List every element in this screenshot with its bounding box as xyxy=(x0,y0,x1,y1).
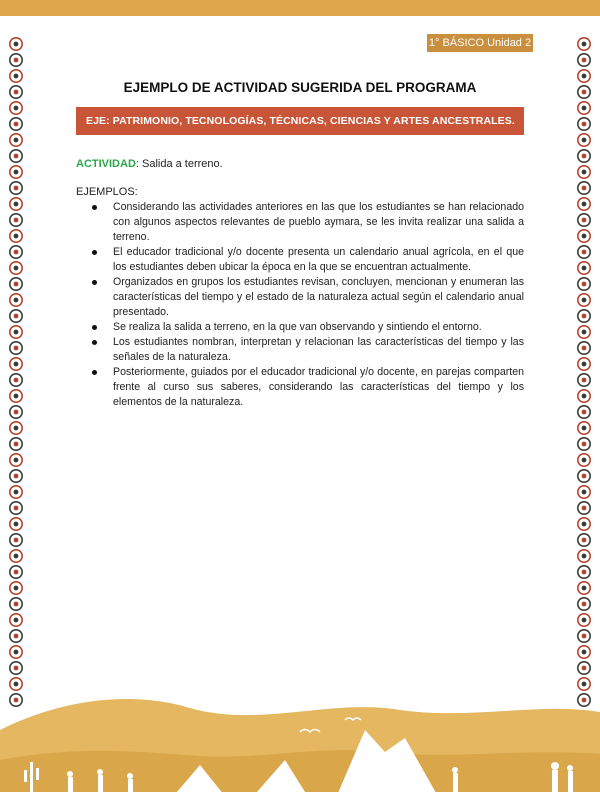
border-pattern-motif xyxy=(578,534,590,546)
border-pattern-motif xyxy=(578,614,590,626)
bullet-icon xyxy=(92,205,97,210)
border-pattern-motif xyxy=(10,38,22,50)
border-pattern-motif xyxy=(10,598,22,610)
border-pattern-motif xyxy=(578,262,590,274)
activity-text: : Salida a terreno. xyxy=(135,158,223,170)
border-pattern-motif xyxy=(10,614,22,626)
list-item xyxy=(76,275,524,320)
border-pattern-motif xyxy=(10,534,22,546)
list-item xyxy=(76,245,524,275)
border-pattern-motif xyxy=(578,566,590,578)
eje-banner: EJE: PATRIMONIO, TECNOLOGÍAS, TÉCNICAS, CIENCIAS Y ARTES ANCESTRALES. xyxy=(76,107,524,135)
border-pattern-motif xyxy=(10,166,22,178)
bullet-icon xyxy=(92,250,97,255)
border-pattern-motif xyxy=(10,326,22,338)
border-pattern-motif xyxy=(578,134,590,146)
border-pattern-motif xyxy=(578,182,590,194)
border-pattern-motif xyxy=(10,502,22,514)
border-pattern-motif xyxy=(578,214,590,226)
border-pattern-motif xyxy=(10,342,22,354)
examples-label: EJEMPLOS: xyxy=(76,186,138,198)
border-pattern-motif xyxy=(578,438,590,450)
list-item xyxy=(76,200,524,245)
border-pattern-motif xyxy=(10,294,22,306)
border-pattern-motif xyxy=(10,134,22,146)
border-pattern-motif xyxy=(10,278,22,290)
bullet-icon xyxy=(92,280,97,285)
border-pattern-motif xyxy=(578,678,590,690)
border-pattern-motif xyxy=(578,246,590,258)
list-item-text: Organizados en grupos los estudiantes revisan, concluyen, mencionan y enumeran las características del tiempo y el estado de la naturaleza actual según el calendario anual presentado. xyxy=(113,276,524,318)
border-pattern-motif xyxy=(578,230,590,242)
border-pattern-motif xyxy=(10,118,22,130)
border-pattern-motif xyxy=(10,54,22,66)
border-pattern-motif xyxy=(578,646,590,658)
border-pattern-motif xyxy=(10,182,22,194)
border-pattern-motif xyxy=(578,662,590,674)
border-pattern-motif xyxy=(578,390,590,402)
bullet-icon xyxy=(92,325,97,330)
bullet-icon xyxy=(92,340,97,345)
top-color-band xyxy=(0,0,600,16)
border-pattern-motif xyxy=(10,646,22,658)
border-pattern-motif xyxy=(10,422,22,434)
border-pattern-motif xyxy=(578,486,590,498)
border-pattern-motif xyxy=(578,518,590,530)
border-pattern-motif xyxy=(10,454,22,466)
border-pattern-motif xyxy=(10,582,22,594)
examples-list xyxy=(76,200,524,410)
border-pattern-motif xyxy=(10,198,22,210)
list-item-text: Los estudiantes nombran, interpretan y relacionan las características del tiempo y las señales de la naturaleza. xyxy=(113,336,524,363)
activity-line xyxy=(76,158,223,170)
border-pattern-motif xyxy=(578,598,590,610)
border-pattern-motif xyxy=(10,150,22,162)
border-pattern-motif xyxy=(578,550,590,562)
border-pattern-motif xyxy=(578,102,590,114)
border-pattern-motif xyxy=(578,630,590,642)
left-decorative-border xyxy=(8,36,24,716)
border-pattern-motif xyxy=(578,326,590,338)
border-pattern-motif xyxy=(10,678,22,690)
list-item xyxy=(76,335,524,365)
border-pattern-motif xyxy=(578,422,590,434)
border-pattern-motif xyxy=(10,438,22,450)
border-pattern-motif xyxy=(578,166,590,178)
border-pattern-motif xyxy=(578,582,590,594)
border-pattern-motif xyxy=(10,662,22,674)
list-item-text: Posteriormente, guiados por el educador tradicional y/o docente, en parejas comparten frente al curso sus saberes, considerando las características del tiempo y los elementos de la naturaleza. xyxy=(113,366,524,408)
border-pattern-motif xyxy=(10,374,22,386)
border-pattern-motif xyxy=(10,390,22,402)
list-item xyxy=(76,365,524,410)
activity-label: ACTIVIDAD xyxy=(76,158,136,170)
border-pattern-motif xyxy=(578,470,590,482)
border-pattern-motif xyxy=(578,54,590,66)
border-pattern-motif xyxy=(10,470,22,482)
border-pattern-motif xyxy=(10,566,22,578)
border-pattern-motif xyxy=(578,454,590,466)
andean-landscape-illustration xyxy=(0,690,600,800)
border-pattern-motif xyxy=(578,502,590,514)
border-pattern-motif xyxy=(578,150,590,162)
border-pattern-motif xyxy=(10,630,22,642)
border-pattern-motif xyxy=(578,342,590,354)
page-title: EJEMPLO DE ACTIVIDAD SUGERIDA DEL PROGRAMA xyxy=(123,80,477,95)
border-pattern-motif xyxy=(578,310,590,322)
border-pattern-motif xyxy=(10,358,22,370)
list-item-text: El educador tradicional y/o docente presenta un calendario anual agrícola, en el que los estudiantes deben ubicar la época en la que se encuentran actualmente. xyxy=(113,246,524,273)
border-pattern-motif xyxy=(578,294,590,306)
border-pattern-motif xyxy=(578,118,590,130)
border-pattern-motif xyxy=(10,310,22,322)
border-pattern-motif xyxy=(10,214,22,226)
border-pattern-motif xyxy=(578,198,590,210)
border-pattern-motif xyxy=(578,406,590,418)
border-pattern-motif xyxy=(10,230,22,242)
border-pattern-motif xyxy=(10,550,22,562)
border-pattern-motif xyxy=(578,278,590,290)
list-item xyxy=(76,320,524,335)
border-pattern-motif xyxy=(10,518,22,530)
bullet-icon xyxy=(92,370,97,375)
right-decorative-border xyxy=(576,36,592,716)
list-item-text: Considerando las actividades anteriores en las que los estudiantes se han relacionado con algunos aspectos relevantes de pueblo aymara, se les invita realizar una salida a terreno. xyxy=(113,201,524,243)
border-pattern-motif xyxy=(10,246,22,258)
border-pattern-motif xyxy=(10,486,22,498)
list-item-text: Se realiza la salida a terreno, en la que van observando y sintiendo el entorno. xyxy=(113,321,482,333)
border-pattern-motif xyxy=(578,38,590,50)
border-pattern-motif xyxy=(578,374,590,386)
border-pattern-motif xyxy=(578,358,590,370)
border-pattern-motif xyxy=(10,102,22,114)
border-pattern-motif xyxy=(10,406,22,418)
unit-tag: 1° BÁSICO Unidad 2 xyxy=(427,34,533,52)
border-pattern-motif xyxy=(10,262,22,274)
